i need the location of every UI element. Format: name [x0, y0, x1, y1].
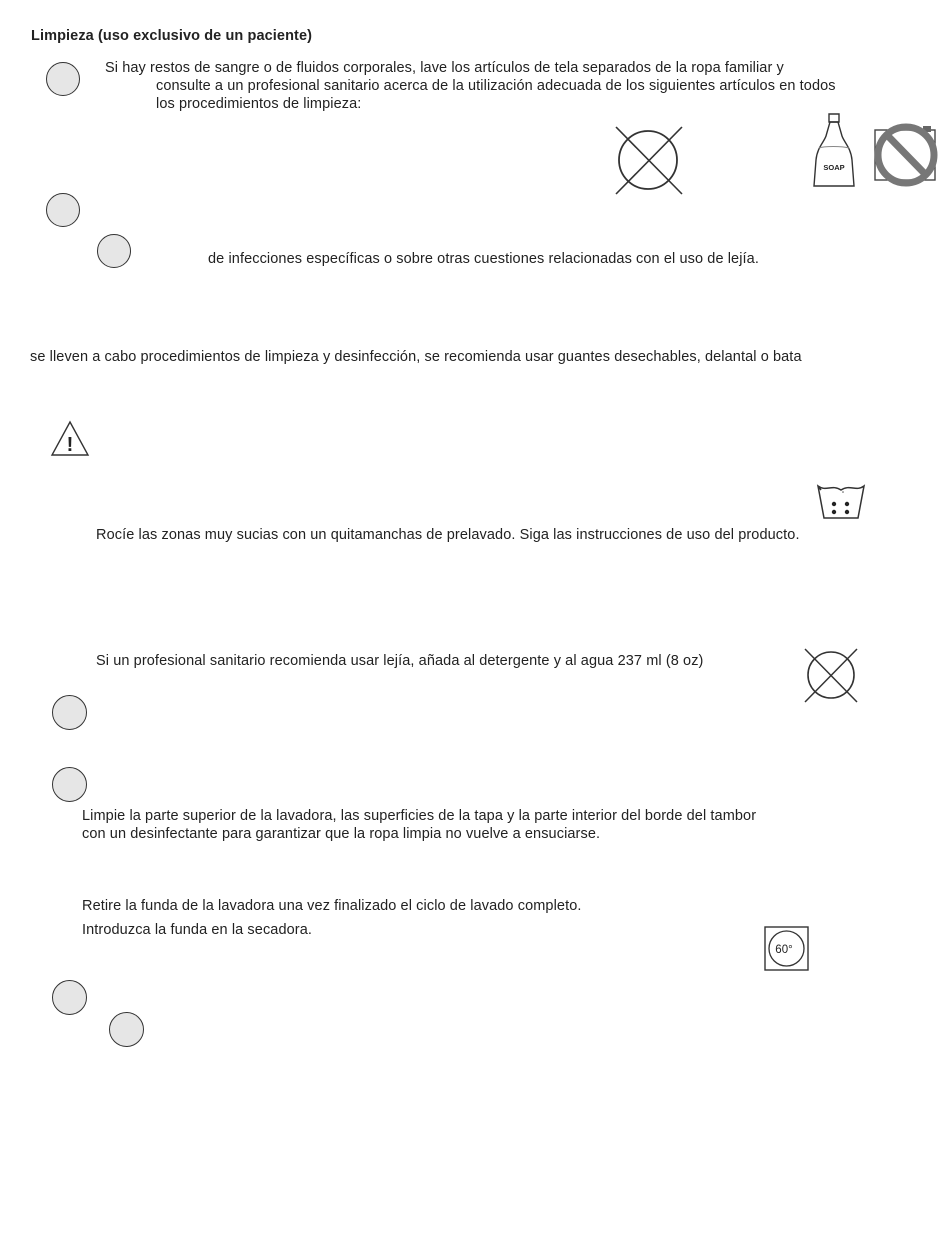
gloves-text: se lleven a cabo procedimientos de limpieza y desinfección, se recomienda usar guantes desechables, delantal o bata — [30, 349, 802, 365]
step-circle-2 — [46, 193, 80, 227]
step-circle-7 — [109, 1012, 144, 1047]
remove-cover-text: Retire la funda de la lavadora una vez finalizado el ciclo de lavado completo. — [82, 898, 582, 914]
wipe-line-1: Limpie la parte superior de la lavadora, las superficies de la tapa y la parte interior del borde del tambor — [82, 808, 757, 824]
dryer-text: Introduzca la funda en la secadora. — [82, 922, 313, 938]
section-heading: Limpieza (uso exclusivo de un paciente) — [31, 28, 313, 44]
intro-line-1: Si hay restos de sangre o de fluidos corporales, lave los artículos de tela separados de la ropa familiar y — [105, 60, 784, 76]
no-bleach-icon — [612, 125, 684, 197]
intro-line-2: consulte a un profesional sanitario acerca de la utilización adecuada de los siguientes artículos en todos — [156, 78, 836, 94]
infections-text: de infecciones específicas o sobre otras cuestiones relacionadas con el uso de lejía. — [208, 251, 759, 267]
step-circle-5 — [52, 767, 87, 802]
soap-label: SOAP — [823, 163, 845, 172]
wipe-line-2: con un desinfectante para garantizar que la ropa limpia no vuelve a ensuciarse. — [82, 826, 601, 842]
wash-tub-icon — [816, 482, 866, 520]
temperature-label: 60° — [775, 944, 793, 956]
step-circle-6 — [52, 980, 87, 1015]
warning-glyph: ! — [66, 434, 74, 456]
no-bleach-icon-2 — [802, 648, 860, 704]
prohibited-container-icon — [871, 124, 943, 184]
soap-bottle-icon — [812, 112, 856, 190]
step-circle-4 — [52, 695, 87, 730]
intro-line-3: los procedimientos de limpieza: — [156, 96, 362, 112]
prewash-text: Rocíe las zonas muy sucias con un quitamanchas de prelavado. Siga las instrucciones de uso del producto. — [96, 527, 800, 543]
step-circle-1 — [46, 62, 80, 96]
step-circle-3 — [97, 234, 131, 268]
tumble-dry-60-icon — [764, 926, 810, 972]
warning-icon — [50, 420, 90, 457]
bleach-text: Si un profesional sanitario recomienda usar lejía, añada al detergente y al agua 237 ml (8 oz) — [96, 653, 704, 669]
